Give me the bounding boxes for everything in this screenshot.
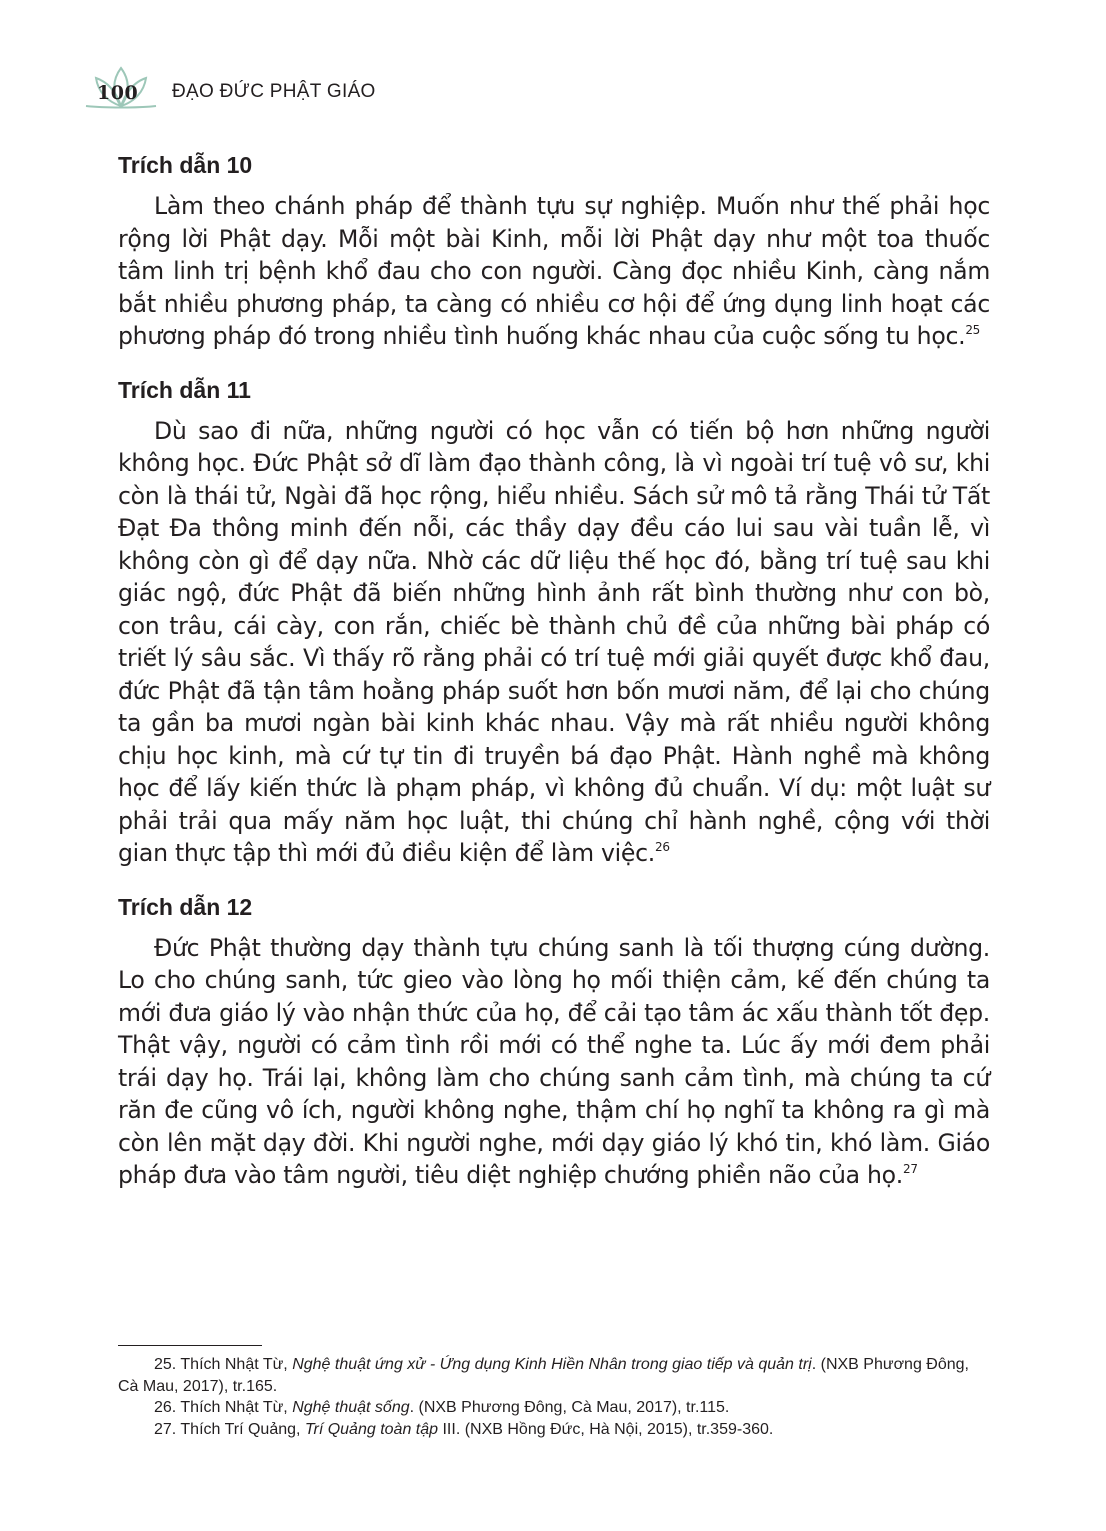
footnote-suffix: . (NXB Phương Đông, Cà Mau, 2017), tr.115. xyxy=(409,1399,730,1416)
section-heading: Trích dẫn 10 xyxy=(118,152,253,178)
page-header xyxy=(70,62,490,122)
footnote-divider xyxy=(118,1345,262,1346)
footnote-title: Trí Quảng toàn tập xyxy=(304,1420,439,1438)
paragraph-text: Dù sao đi nữa, những người có học vẫn có tiến bộ hơn những người không học. Đức Phật sở dĩ làm đạo thành công, là vì ngoài trí tuệ vô sư, khi còn là thái tử, Ngài đã học rộng, hiểu nhiều. Sách sử mô tả rằng Thái tử Tất Đạt Đa thông minh đến nỗi, các thầy dạy đều cáo lui sau vài tuần lễ, vì không còn gì để dạy nữa. Nhờ các dữ liệu thế học đó, bằng trí tuệ sau khi giác ngộ, đức Phật đã biến những hình ảnh rất bình thường như con bò, con trâu, cái cày, con rắn, chiếc bè thành chủ đề của những bài pháp có triết lý sâu sắc. Vì thấy rõ rằng phải có trí tuệ mới giải quyết được khổ đau, đức Phật đã tận tâm hoằng pháp suốt hơn bốn mươi năm, để lại cho chúng ta gần ba mươi ngàn bài kinh khác nhau. Vậy mà rất nhiều người không chịu học kinh, mà cứ tự tin đi truyền bá đạo Phật. Hành nghề mà không học để lấy kiến thức là phạm pháp, vì không đủ chuẩn. Ví dụ: một luật sư phải trải qua mấy năm học luật, thi chúng chỉ hành nghề, cộng với thời gian thực tập thì mới đủ điều kiện để làm việc. xyxy=(118,416,990,867)
footnote xyxy=(118,1419,990,1441)
section-heading: Trích dẫn 12 xyxy=(118,893,253,920)
footnotes xyxy=(118,1354,990,1440)
page-number: 100 xyxy=(97,82,139,104)
running-title: ĐẠO ĐỨC PHẬT GIÁO xyxy=(172,81,376,102)
footnote-ref: 26 xyxy=(655,840,670,854)
section-paragraph xyxy=(118,190,990,353)
paragraph-text: Đức Phật thường dạy thành tựu chúng sanh là tối thượng cúng dường. Lo cho chúng sanh, tức gieo vào lòng họ mối thiện cảm, kế đến chúng ta mới đưa giáo lý vào nhận thức của họ, để cải tạo tâm ác xấu thành tốt đẹp. Thật vậy, người có cảm tình rồi mới có thể nghe ta. Lúc ấy mới đem phải trái dạy họ. Trái lại, không làm cho chúng sanh cảm tình, mà chúng ta cứ răn đe cũng vô ích, người không nghe, thậm chí họ nghĩ ta không ra gì mà còn lên mặt dạy đời. Khi người nghe, mới dạy giáo lý khó tin, khó làm. Giáo pháp đưa vào tâm người, tiêu diệt nghiệp chướng phiền não của họ. xyxy=(118,933,990,1189)
main-content xyxy=(118,150,990,1214)
footnote xyxy=(118,1354,990,1397)
footnote-ref: 25 xyxy=(965,323,981,337)
section-heading: Trích dẫn 11 xyxy=(118,376,251,403)
footnote-title: Nghệ thuật sống xyxy=(292,1399,410,1416)
paragraph-text: Làm theo chánh pháp để thành tựu sự nghiệp. Muốn như thế phải học rộng lời Phật dạy. Mỗi một bài Kinh, mỗi lời Phật dạy như một toa thuốc tâm linh trị bệnh khổ đau cho con người. Càng đọc nhiều Kinh, càng nắm bắt nhiều phương pháp, ta càng có nhiều cơ hội để ứng dụng linh hoạt các phương pháp đó trong nhiều tình huống khác nhau của cuộc sống tu học. xyxy=(118,192,990,350)
footnote-suffix: . (NXB Phương Đông, Cà Mau, 2017), tr.165. xyxy=(118,1356,969,1395)
section-paragraph xyxy=(118,415,990,870)
section-paragraph xyxy=(118,932,990,1192)
footnote-suffix: III. (NXB Hồng Đức, Hà Nội, 2015), tr.359-360. xyxy=(438,1420,774,1438)
footnote-prefix: 27. Thích Trí Quảng, xyxy=(154,1420,305,1438)
footnote-prefix: 26. Thích Nhật Từ, xyxy=(154,1399,293,1416)
footnote-ref: 27 xyxy=(903,1162,918,1176)
footnote-prefix: 25. Thích Nhật Từ, xyxy=(154,1356,293,1373)
footnote-title: Nghệ thuật ứng xử - Ứng dụng Kinh Hiền Nhân trong giao tiếp và quản trị xyxy=(292,1356,812,1373)
footnote xyxy=(118,1397,990,1419)
